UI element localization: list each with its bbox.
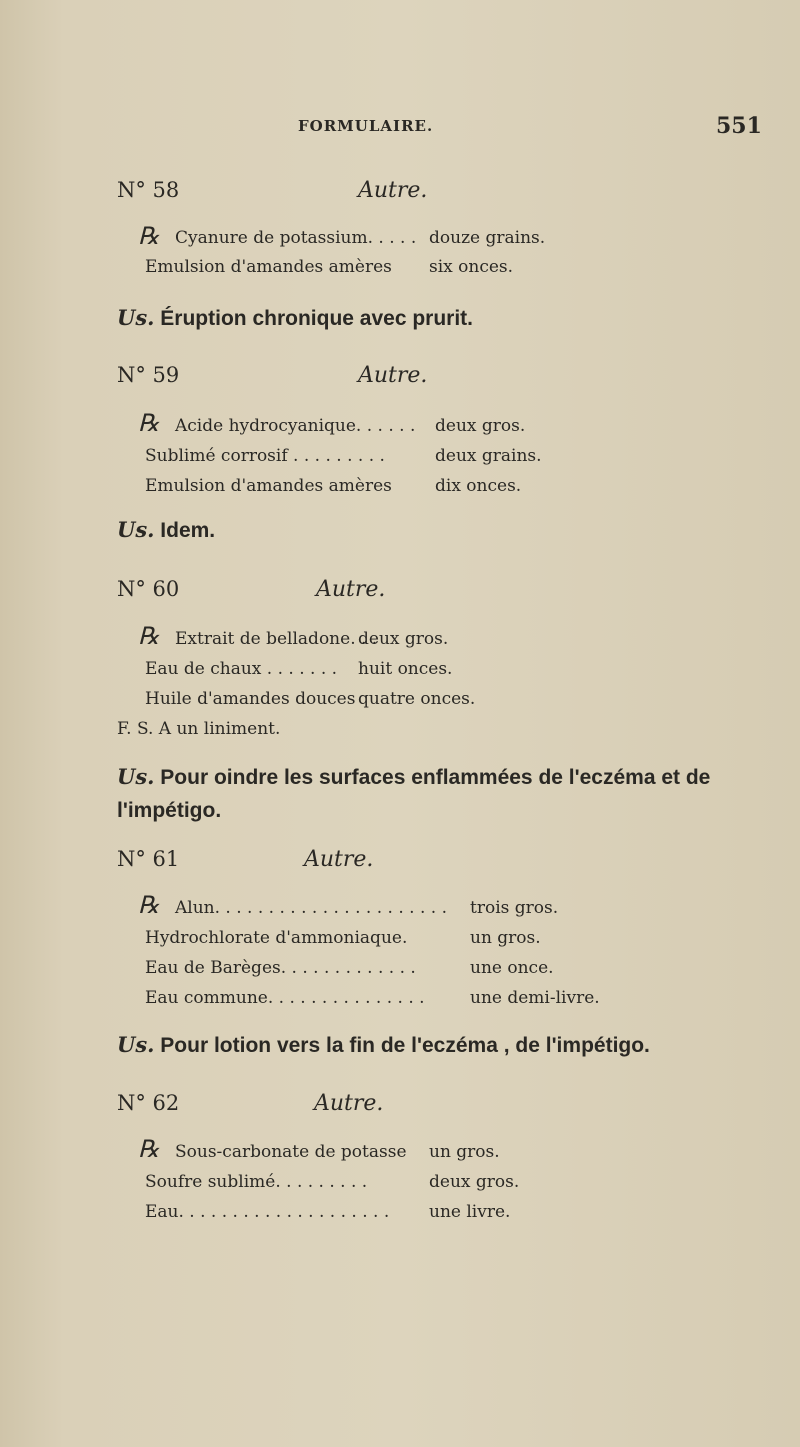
ingredient-quantity: une demi-livre.: [470, 988, 600, 1008]
preparation-note: F. S. A un liniment.: [117, 719, 281, 739]
usage-text-continued: l'impétigo.: [117, 799, 222, 822]
ingredient-name: Hydrochlorate d'ammoniaque.: [145, 928, 408, 948]
ingredient-name: Cyanure de potassium. . . . .: [175, 228, 417, 248]
ingredient-quantity: huit onces.: [358, 659, 453, 679]
ingredient-name: Eau. . . . . . . . . . . . . . . . . . . .: [145, 1202, 390, 1222]
formula-number: N° 58: [117, 178, 180, 202]
ingredient-quantity: douze grains.: [429, 228, 546, 248]
ingredient-name: Alun. . . . . . . . . . . . . . . . . . . . . .: [175, 898, 447, 918]
usage-label: Us.: [117, 517, 155, 542]
formula-title: Autre.: [314, 1091, 384, 1116]
ingredient-name: Eau de Barèges. . . . . . . . . . . . .: [145, 958, 416, 978]
usage-label: Us.: [117, 764, 155, 789]
usage-text: Idem.: [160, 519, 216, 542]
recipe-icon: ℞: [138, 409, 160, 437]
ingredient-quantity: un gros.: [470, 928, 541, 948]
formula-title: Autre.: [358, 178, 428, 203]
formula-number: N° 60: [117, 577, 180, 601]
usage-text: Pour oindre les surfaces enflammées de l'eczéma et de: [160, 766, 711, 789]
ingredient-name: Sous-carbonate de potasse: [175, 1142, 407, 1162]
recipe-icon: ℞: [138, 222, 160, 250]
usage-text: Éruption chronique avec prurit.: [160, 307, 473, 330]
usage-line: [117, 517, 215, 543]
ingredient-quantity: deux gros.: [358, 629, 449, 649]
usage-label: Us.: [117, 1032, 155, 1057]
page-number: 551: [716, 113, 762, 139]
ingredient-quantity: trois gros.: [470, 898, 559, 918]
page-header: [0, 113, 800, 147]
ingredient-quantity: dix onces.: [435, 476, 522, 496]
ingredient-quantity: six onces.: [429, 257, 514, 277]
ingredient-name: Emulsion d'amandes amères: [145, 257, 392, 277]
ingredient-quantity: deux gros.: [435, 416, 526, 436]
ingredient-quantity: deux grains.: [435, 446, 542, 466]
ingredient-name: Soufre sublimé. . . . . . . . .: [145, 1172, 368, 1192]
formula-title: Autre.: [316, 577, 386, 602]
ingredient-quantity: un gros.: [429, 1142, 500, 1162]
usage-line: [117, 305, 473, 331]
recipe-icon: ℞: [138, 622, 160, 650]
formula-number: N° 61: [117, 847, 180, 871]
usage-label: Us.: [117, 305, 155, 330]
ingredient-name: Huile d'amandes douces: [145, 689, 356, 709]
ingredient-name: Acide hydrocyanique. . . . . .: [175, 416, 416, 436]
ingredient-name: Eau commune. . . . . . . . . . . . . . .: [145, 988, 425, 1008]
formula-number: N° 62: [117, 1091, 180, 1115]
running-head: FORMULAIRE.: [298, 117, 434, 135]
formula-title: Autre.: [358, 363, 428, 388]
recipe-icon: ℞: [138, 1135, 160, 1163]
ingredient-quantity: deux gros.: [429, 1172, 520, 1192]
usage-line: [117, 764, 710, 790]
ingredient-quantity: une livre.: [429, 1202, 511, 1222]
formula-title: Autre.: [304, 847, 374, 872]
recipe-icon: ℞: [138, 891, 160, 919]
ingredient-quantity: quatre onces.: [358, 689, 476, 709]
ingredient-name: Extrait de belladone. . .: [175, 629, 378, 649]
ingredient-name: Emulsion d'amandes amères: [145, 476, 392, 496]
formula-number: N° 59: [117, 363, 180, 387]
usage-line: [117, 1032, 650, 1058]
ingredient-name: Eau de chaux . . . . . . .: [145, 659, 338, 679]
ingredient-quantity: une once.: [470, 958, 554, 978]
ingredient-name: Sublimé corrosif . . . . . . . . .: [145, 446, 385, 466]
usage-text: Pour lotion vers la fin de l'eczéma , de l'impétigo.: [160, 1034, 650, 1057]
